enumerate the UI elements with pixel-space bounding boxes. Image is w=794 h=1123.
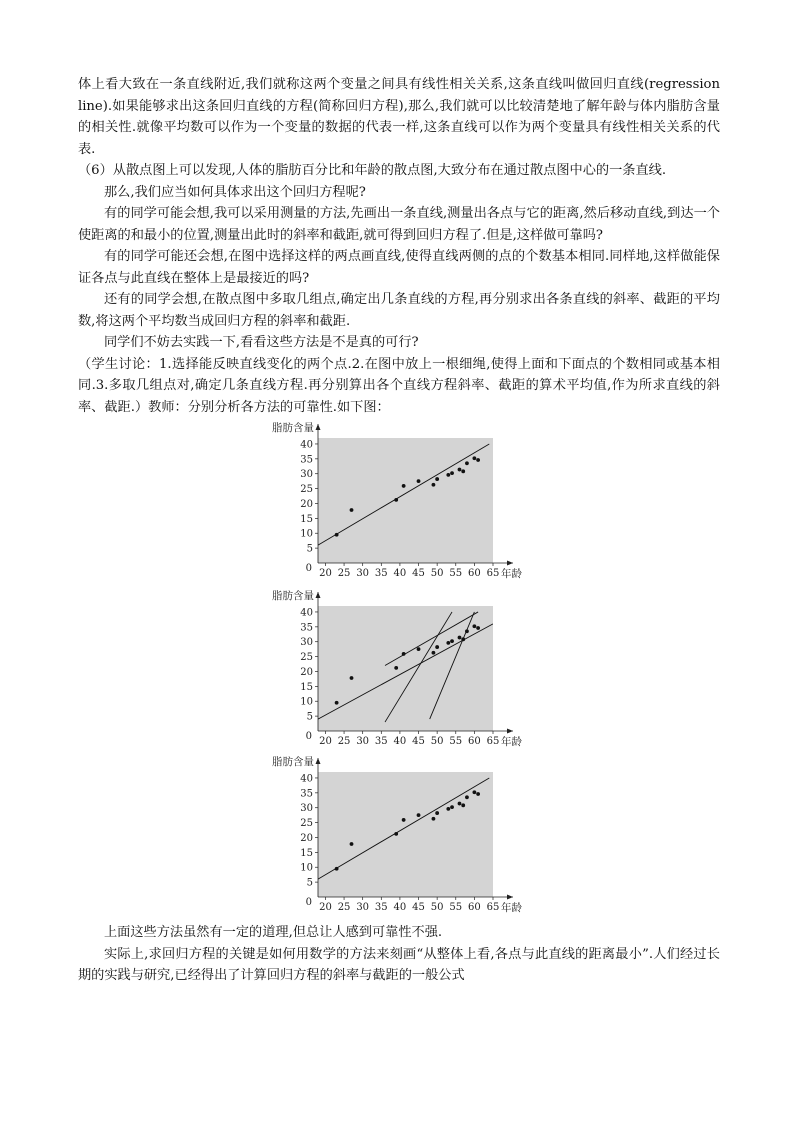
origin-label: 0 xyxy=(305,563,312,574)
data-point xyxy=(461,469,465,473)
data-point xyxy=(432,817,436,821)
data-point xyxy=(394,832,398,836)
x-axis-arrow xyxy=(507,895,513,900)
data-point xyxy=(472,456,476,460)
y-tick-label: 40 xyxy=(300,439,313,451)
data-point xyxy=(435,477,439,481)
x-tick-label: 25 xyxy=(337,902,351,913)
x-axis-label: 年龄 xyxy=(501,902,522,914)
data-point xyxy=(450,639,454,643)
x-tick-label: 45 xyxy=(412,736,425,747)
scatter-chart-3 xyxy=(268,754,538,919)
x-tick-label: 45 xyxy=(412,902,425,913)
paragraph-try-it: 同学们不妨去实践一下,看看这些方法是不是真的可行? xyxy=(104,335,419,350)
data-point xyxy=(461,803,465,807)
x-tick-label: 25 xyxy=(337,736,351,747)
y-tick-label: 20 xyxy=(300,666,313,678)
data-point xyxy=(446,473,450,477)
y-axis-arrow xyxy=(316,424,321,430)
x-tick-label: 20 xyxy=(319,568,332,579)
y-tick-label: 20 xyxy=(300,832,313,844)
data-point xyxy=(446,641,450,645)
y-tick-label: 15 xyxy=(300,513,313,525)
data-point xyxy=(335,533,339,537)
x-axis-label: 年龄 xyxy=(501,736,522,748)
scatter-chart-1 xyxy=(268,420,538,585)
data-point xyxy=(350,842,354,846)
data-point xyxy=(394,498,398,502)
x-tick-label: 30 xyxy=(356,902,370,913)
y-tick-label: 35 xyxy=(300,622,313,634)
y-tick-label: 25 xyxy=(300,652,313,664)
data-point xyxy=(450,805,454,809)
x-tick-label: 65 xyxy=(486,736,500,747)
y-tick-label: 10 xyxy=(300,862,313,874)
y-tick-label: 30 xyxy=(300,469,313,481)
x-tick-label: 65 xyxy=(486,568,500,579)
paragraph-discussion: （学生讨论：1.选择能反映直线变化的两个点.2.在图中放上一根细绳,使得上面和下面点的个数相同或基本相同.3.多取几组点对,确定几条直线方程.再分别算出各个直线方程斜率、截距的算术平均值,作为所求直线的斜率、截距.）教师：分别分析各方法的可靠性.如下图： xyxy=(78,356,720,415)
y-axis-arrow xyxy=(316,758,321,764)
data-point xyxy=(402,484,406,488)
paragraph-method-2: 有的同学可能还会想,在图中选择这样的两点画直线,使得直线两侧的点的个数基本相同.同样地,这样做能保证各点与此直线在整体上是最接近的吗? xyxy=(78,249,720,286)
x-tick-label: 35 xyxy=(374,736,388,747)
scatter-chart-2 xyxy=(268,588,538,753)
data-point xyxy=(335,701,339,705)
data-point xyxy=(476,626,480,630)
paragraph-formula-intro: 实际上,求回归方程的关键是如何用数学的方法来刻画“从整体上看,各点与此直线的距离最小”.人们经过长期的实践与研究,已经得出了计算回归方程的斜率与截距的一般公式 xyxy=(78,946,720,983)
x-tick-label: 40 xyxy=(393,902,407,913)
data-point xyxy=(435,811,439,815)
y-tick-label: 40 xyxy=(300,773,313,785)
y-axis-arrow xyxy=(316,592,321,598)
x-tick-label: 35 xyxy=(374,902,388,913)
y-tick-label: 20 xyxy=(300,498,313,510)
data-point xyxy=(476,458,480,462)
y-axis-label: 脂肪含量 xyxy=(272,756,314,768)
data-point xyxy=(465,461,469,465)
data-point xyxy=(350,676,354,680)
x-tick-label: 45 xyxy=(412,568,425,579)
x-tick-label: 65 xyxy=(486,902,500,913)
y-tick-label: 30 xyxy=(300,803,313,815)
origin-label: 0 xyxy=(305,731,312,742)
data-point xyxy=(432,651,436,655)
y-tick-label: 35 xyxy=(300,788,313,800)
y-tick-label: 10 xyxy=(300,696,313,708)
paragraph-reliability: 上面这些方法虽然有一定的道理,但总让人感到可靠性不强. xyxy=(104,925,443,940)
data-point xyxy=(394,666,398,670)
x-tick-label: 25 xyxy=(337,568,351,579)
y-tick-label: 40 xyxy=(300,607,313,619)
document-page xyxy=(78,74,720,987)
x-tick-label: 20 xyxy=(319,902,332,913)
paragraph-method-3: 还有的同学会想,在散点图中多取几组点,确定出几条直线的方程,再分别求出各条直线的斜率、截距的平均数,将这两个平均数当成回归方程的斜率和截距. xyxy=(78,292,720,329)
x-tick-label: 40 xyxy=(393,568,407,579)
x-tick-label: 20 xyxy=(319,736,332,747)
data-point xyxy=(458,468,462,472)
data-point xyxy=(450,471,454,475)
data-point xyxy=(402,652,406,656)
x-tick-label: 50 xyxy=(430,902,444,913)
data-point xyxy=(417,813,421,817)
data-point xyxy=(335,867,339,871)
x-tick-label: 55 xyxy=(449,736,463,747)
x-tick-label: 50 xyxy=(430,568,444,579)
data-point xyxy=(472,790,476,794)
paragraph-question: 那么,我们应当如何具体求出这个回归方程呢? xyxy=(104,184,366,200)
y-tick-label: 25 xyxy=(300,484,313,496)
y-tick-label: 15 xyxy=(300,681,313,693)
x-tick-label: 30 xyxy=(356,568,370,579)
y-tick-label: 5 xyxy=(306,711,313,723)
x-tick-label: 60 xyxy=(468,568,481,579)
y-tick-label: 10 xyxy=(300,528,313,540)
x-tick-label: 35 xyxy=(374,568,388,579)
data-point xyxy=(417,647,421,651)
y-tick-label: 15 xyxy=(300,847,313,859)
x-tick-label: 60 xyxy=(468,736,481,747)
x-axis-arrow xyxy=(507,561,513,566)
y-axis-label: 脂肪含量 xyxy=(272,590,314,602)
paragraph-regression-definition: 体上看大致在一条直线附近,我们就称这两个变量之间具有线性相关关系,这条直线叫做回归直线(regression line).如果能够求出这条回归直线的方程(简称回归方程),那么,我们就可以比较清楚地了解年龄与体内脂肪含量的相关性.就像平均数可以作为一个变量的数据的代表一样,这条直线可以作为两个变量具有线性相关关系的代表. xyxy=(78,77,720,157)
y-tick-label: 30 xyxy=(300,637,313,649)
x-tick-label: 50 xyxy=(430,736,444,747)
paragraph-method-1: 有的同学可能会想,我可以采用测量的方法,先画出一条直线,测量出各点与它的距离,然后移动直线,到达一个使距离的和最小的位置,测量出此时的斜率和截距,就可得到回归方程了.但是,这样做可靠吗? xyxy=(78,206,720,243)
y-tick-label: 25 xyxy=(300,818,313,830)
x-tick-label: 55 xyxy=(449,902,463,913)
data-point xyxy=(417,479,421,483)
data-point xyxy=(458,802,462,806)
y-axis-label: 脂肪含量 xyxy=(272,422,314,434)
paragraph-item-6: （6）从散点图上可以发现,人体的脂肪百分比和年龄的散点图,大致分布在通过散点图中心的一条直线. xyxy=(78,163,667,178)
data-point xyxy=(465,795,469,799)
y-tick-label: 5 xyxy=(306,877,313,889)
data-point xyxy=(476,792,480,796)
data-point xyxy=(402,818,406,822)
origin-label: 0 xyxy=(305,897,312,908)
data-point xyxy=(472,624,476,628)
data-point xyxy=(458,636,462,640)
x-tick-label: 40 xyxy=(393,736,407,747)
x-tick-label: 30 xyxy=(356,736,370,747)
data-point xyxy=(465,629,469,633)
y-tick-label: 5 xyxy=(306,543,313,555)
x-axis-label: 年龄 xyxy=(501,568,522,580)
x-tick-label: 55 xyxy=(449,568,463,579)
plot-area xyxy=(318,606,493,731)
data-point xyxy=(350,508,354,512)
data-point xyxy=(435,645,439,649)
data-point xyxy=(446,807,450,811)
x-axis-arrow xyxy=(507,729,513,734)
x-tick-label: 60 xyxy=(468,902,481,913)
figures-block xyxy=(78,420,720,922)
y-tick-label: 35 xyxy=(300,454,313,466)
data-point xyxy=(461,637,465,641)
data-point xyxy=(432,483,436,487)
